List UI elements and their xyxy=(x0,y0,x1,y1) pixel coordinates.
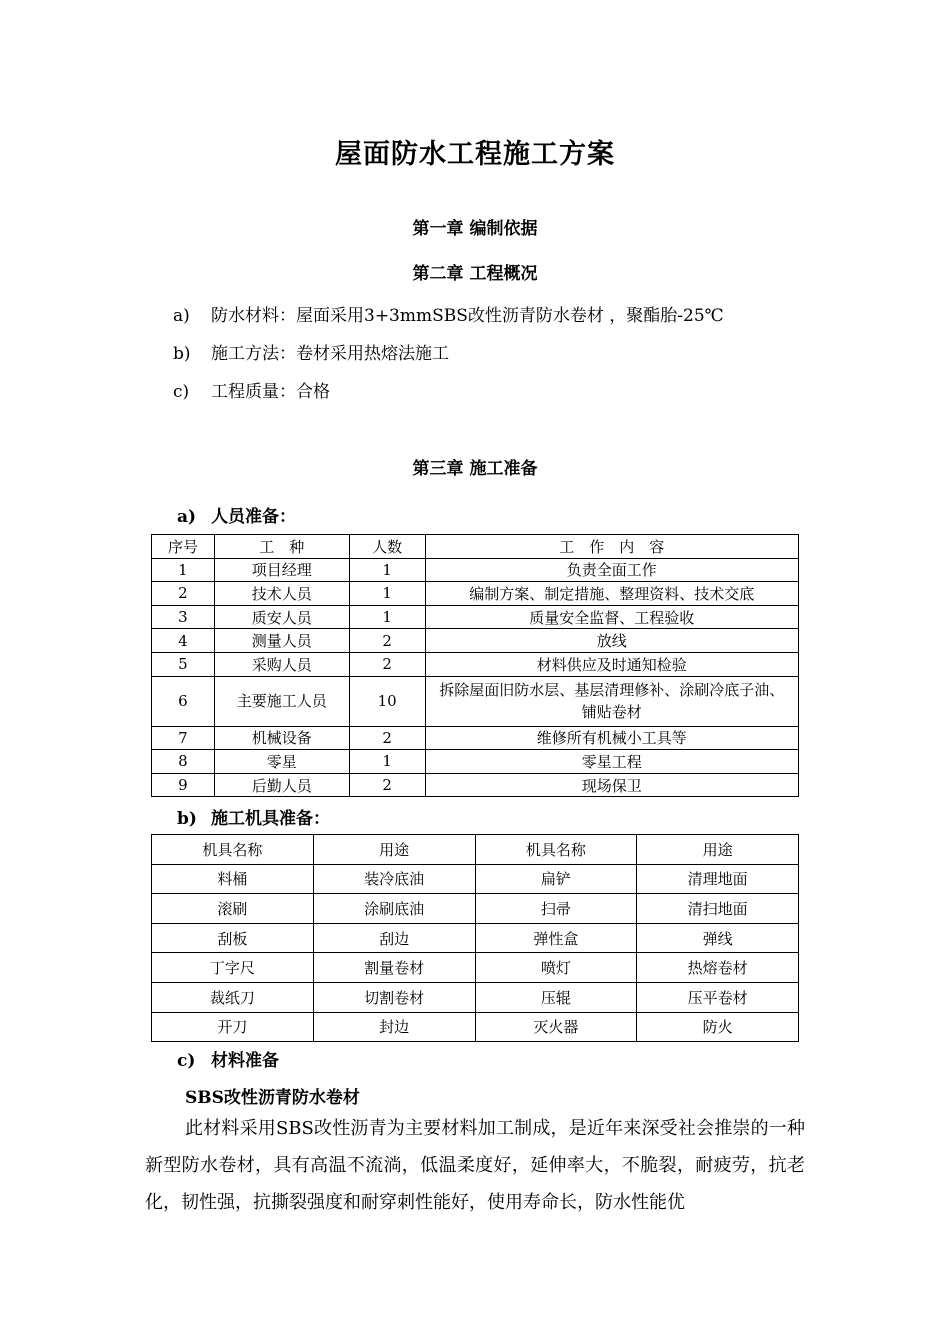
table-row xyxy=(152,558,799,582)
section-marker: b) xyxy=(177,809,197,829)
table-row xyxy=(152,864,799,894)
table-cell: 现场保卫 xyxy=(425,773,798,797)
table-cell: 喷灯 xyxy=(475,953,637,983)
personnel-heading xyxy=(177,502,296,527)
table-cell: 2 xyxy=(349,629,425,653)
table-cell: 主要施工人员 xyxy=(214,676,349,726)
table-cell: 机械设备 xyxy=(214,726,349,750)
table-row xyxy=(152,605,799,629)
table-cell: 拆除屋面旧防水层、基层清理修补、涂刷冷底子油、铺贴卷材 xyxy=(425,676,798,726)
table-cell: 技术人员 xyxy=(214,582,349,606)
table-cell: 后勤人员 xyxy=(214,773,349,797)
table-row xyxy=(152,582,799,606)
item-text: 工程质量：合格 xyxy=(211,382,330,402)
header-cell: 机具名称 xyxy=(152,835,314,865)
header-cell: 人数 xyxy=(349,535,425,559)
item-text: 防水材料：屋面采用3+3mmSBS改性沥青防水卷材 ，聚酯胎-25℃ xyxy=(211,306,724,326)
table-cell: 编制方案、制定措施、整理资料、技术交底 xyxy=(425,582,798,606)
table-cell: 割量卷材 xyxy=(313,953,475,983)
table-cell: 2 xyxy=(349,726,425,750)
table-cell: 压辊 xyxy=(475,982,637,1012)
table-cell: 项目经理 xyxy=(214,558,349,582)
document-title: 屋面防水工程施工方案 xyxy=(335,139,615,170)
table-row xyxy=(152,750,799,774)
header-cell: 序号 xyxy=(152,535,215,559)
item-marker: c) xyxy=(173,382,190,402)
table-cell: 零星工程 xyxy=(425,750,798,774)
table-row xyxy=(152,773,799,797)
table-cell: 质量安全监督、工程验收 xyxy=(425,605,798,629)
table-cell: 裁纸刀 xyxy=(152,982,314,1012)
table-cell: 弹线 xyxy=(637,923,799,953)
table-cell: 灭火器 xyxy=(475,1012,637,1042)
table-cell: 压平卷材 xyxy=(637,982,799,1012)
table-cell: 1 xyxy=(349,558,425,582)
table-row xyxy=(152,982,799,1012)
table-cell: 质安人员 xyxy=(214,605,349,629)
table-cell: 装冷底油 xyxy=(313,864,475,894)
table-row xyxy=(152,953,799,983)
section-title: 施工机具准备： xyxy=(211,809,330,829)
header-cell: 工 作 内 容 xyxy=(425,535,798,559)
materials-heading xyxy=(177,1046,279,1071)
table-cell: 1 xyxy=(349,582,425,606)
table-cell: 扁铲 xyxy=(475,864,637,894)
header-cell: 机具名称 xyxy=(475,835,637,865)
section-marker: a) xyxy=(177,507,197,527)
table-cell: 3 xyxy=(152,605,215,629)
section-marker: c) xyxy=(177,1051,196,1071)
overview-item-material xyxy=(173,305,724,327)
table-row xyxy=(152,629,799,653)
table-row xyxy=(152,894,799,924)
table-cell: 扫帚 xyxy=(475,894,637,924)
table-cell: 封边 xyxy=(313,1012,475,1042)
table-row xyxy=(152,1012,799,1042)
table-cell: 弹性盒 xyxy=(475,923,637,953)
header-cell: 用途 xyxy=(637,835,799,865)
tools-table xyxy=(151,834,799,1042)
table-cell: 丁字尺 xyxy=(152,953,314,983)
table-row xyxy=(152,652,799,676)
table-cell: 零星 xyxy=(214,750,349,774)
table-header-row xyxy=(152,535,799,559)
chapter-3-heading: 第三章 施工准备 xyxy=(412,459,538,479)
table-cell: 6 xyxy=(152,676,215,726)
body-paragraph: 此材料采用SBS改性沥青为主要材料加工制成，是近年来深受社会推崇的一种新型防水卷材，具有高温不流淌，低温柔度好，延伸率大，不脆裂，耐疲劳，抗老化，韧性强，抗撕裂强度和耐穿刺性能好，使用寿命长，防水性能优 xyxy=(145,1118,805,1213)
header-cell: 工 种 xyxy=(214,535,349,559)
table-cell: 1 xyxy=(349,605,425,629)
table-cell: 维修所有机械小工具等 xyxy=(425,726,798,750)
table-cell: 滚刷 xyxy=(152,894,314,924)
table-cell: 5 xyxy=(152,652,215,676)
header-cell: 用途 xyxy=(313,835,475,865)
table-row xyxy=(152,726,799,750)
table-cell: 采购人员 xyxy=(214,652,349,676)
table-cell: 料桶 xyxy=(152,864,314,894)
table-cell: 2 xyxy=(152,582,215,606)
table-cell: 热熔卷材 xyxy=(637,953,799,983)
item-marker: a) xyxy=(173,306,190,326)
table-cell: 1 xyxy=(152,558,215,582)
table-cell: 1 xyxy=(349,750,425,774)
table-cell: 刮边 xyxy=(313,923,475,953)
table-cell: 4 xyxy=(152,629,215,653)
table-cell: 放线 xyxy=(425,629,798,653)
table-cell: 8 xyxy=(152,750,215,774)
table-cell: 负责全面工作 xyxy=(425,558,798,582)
item-marker: b) xyxy=(173,344,191,364)
overview-item-method xyxy=(173,343,449,365)
table-row xyxy=(152,676,799,726)
chapter-1-heading: 第一章 编制依据 xyxy=(412,219,538,239)
material-subheading: SBS改性沥青防水卷材 xyxy=(185,1088,360,1108)
table-cell: 7 xyxy=(152,726,215,750)
table-cell: 测量人员 xyxy=(214,629,349,653)
table-cell: 2 xyxy=(349,773,425,797)
section-title: 人员准备： xyxy=(211,507,296,527)
item-text: 施工方法：卷材采用热熔法施工 xyxy=(211,344,449,364)
table-cell: 刮板 xyxy=(152,923,314,953)
section-title: 材料准备 xyxy=(211,1051,279,1071)
table-cell: 清理地面 xyxy=(637,864,799,894)
table-cell: 涂刷底油 xyxy=(313,894,475,924)
overview-item-quality xyxy=(173,381,330,403)
table-cell: 2 xyxy=(349,652,425,676)
table-cell: 材料供应及时通知检验 xyxy=(425,652,798,676)
table-cell: 切割卷材 xyxy=(313,982,475,1012)
table-cell: 清扫地面 xyxy=(637,894,799,924)
table-cell: 开刀 xyxy=(152,1012,314,1042)
personnel-table xyxy=(151,534,799,797)
material-description xyxy=(145,1110,805,1221)
table-cell: 防火 xyxy=(637,1012,799,1042)
table-cell: 10 xyxy=(349,676,425,726)
chapter-2-heading: 第二章 工程概况 xyxy=(412,264,538,284)
table-header-row xyxy=(152,835,799,865)
tools-heading xyxy=(177,804,330,829)
table-row xyxy=(152,923,799,953)
table-cell: 9 xyxy=(152,773,215,797)
